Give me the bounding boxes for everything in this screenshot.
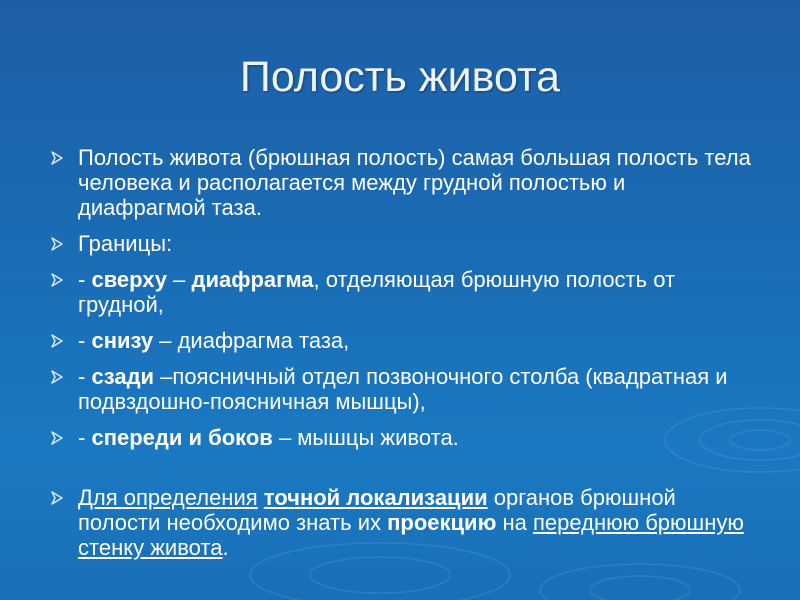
bullet-list [48, 145, 758, 560]
bold-term: снизу [91, 328, 154, 353]
arrowhead-outline-icon [50, 334, 64, 348]
bullet-item-bottom [48, 328, 758, 353]
arrowhead-outline-icon [50, 491, 64, 505]
bold-underlined-term: точной локализации [263, 485, 488, 510]
bullet-text: – диафрагма таза, [153, 328, 350, 353]
bullet-text: . [222, 535, 229, 560]
bullet-item-top [48, 267, 758, 317]
slide-title: Полость живота [239, 53, 561, 101]
bullet-item-projection [48, 485, 758, 560]
bullet-text: – [167, 267, 192, 292]
bold-term: спереди и боков [91, 425, 273, 450]
bullet-text: Границы: [78, 231, 173, 256]
bullet-text: органов брюшной полости необходимо знать их [78, 485, 676, 535]
bullet-text: на [496, 510, 533, 535]
bullet-text: , отделяющая брюшную полость от грудной, [78, 267, 676, 317]
bullet-text: - [78, 328, 92, 353]
arrowhead-outline-icon [50, 237, 64, 251]
bullet-item-back [48, 364, 758, 414]
bold-term: проекцию [387, 510, 497, 535]
bullet-text: Полость живота (брюшная полость) самая большая полость тела человека и располагается между грудной полостью и диафрагмой таза. [78, 145, 751, 220]
underlined-text: переднюю брюшную стенку живота [78, 510, 744, 560]
bullet-text: - [78, 364, 92, 389]
bullet-item-front-sides [48, 425, 758, 450]
arrowhead-outline-icon [50, 431, 64, 445]
bullet-text: - [78, 425, 92, 450]
bullet-item-definition [48, 145, 758, 220]
bullet-text: – мышцы живота. [272, 425, 459, 450]
bullet-text: –поясничный отдел позвоночного столба (квадратная и подвздошно-поясничная мышцы), [78, 364, 728, 414]
bold-term: сзади [91, 364, 155, 389]
arrowhead-outline-icon [50, 151, 64, 165]
bullet-item-borders [48, 231, 758, 256]
arrowhead-outline-icon [50, 370, 64, 384]
arrowhead-outline-icon [50, 273, 64, 287]
bullet-text: - [78, 267, 92, 292]
bold-term: сверху [91, 267, 168, 292]
bold-term: диафрагма [191, 267, 314, 292]
underlined-text: Для определения [78, 485, 258, 510]
